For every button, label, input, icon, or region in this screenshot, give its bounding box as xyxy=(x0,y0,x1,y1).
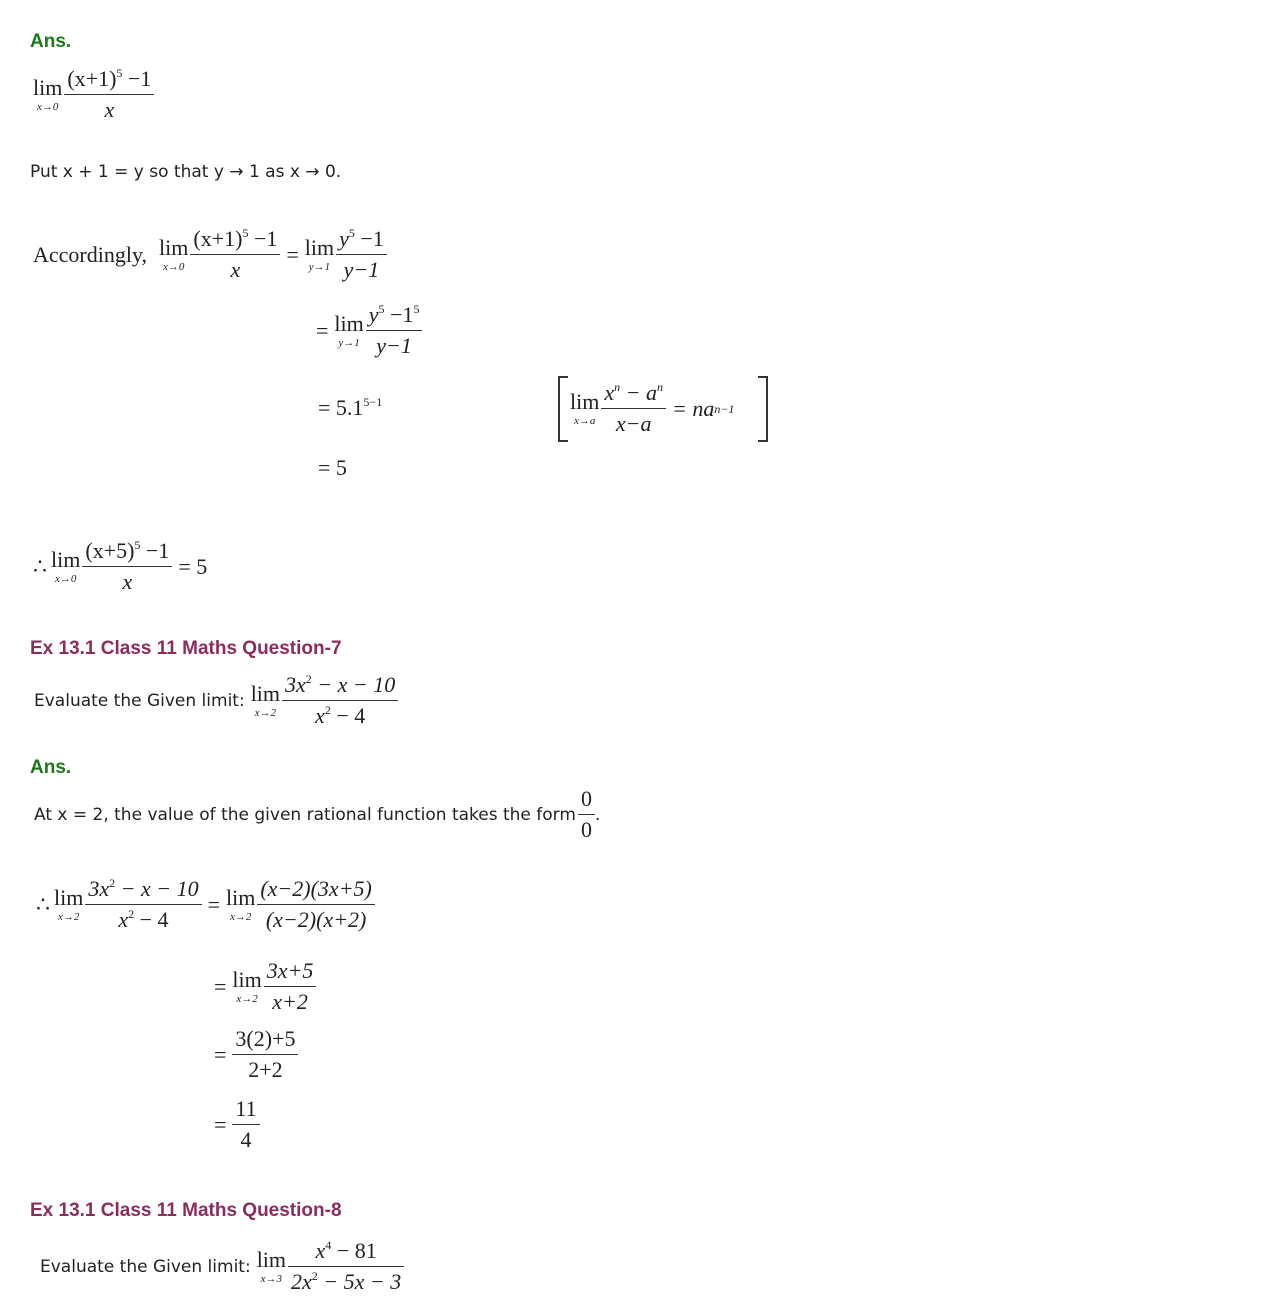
question-8-prompt: Evaluate the Given limit: lim x→3 $\frac{x^4 - 81}{2x^2 - 5x - 3}$ xyxy=(40,1238,404,1295)
lim-operator: lim x→0 xyxy=(33,74,63,113)
limit-expression-1 xyxy=(33,66,154,123)
answer-heading-2: Ans. xyxy=(30,757,72,778)
answer-heading-1: Ans. xyxy=(30,31,72,52)
question-8-heading: Ex 13.1 Class 11 Maths Question-8 xyxy=(30,1200,342,1221)
derivation-step-1: Accordingly, lim x→0 $\frac{(x+1)^5 -1}{x}$ = lim y→1 $\frac{y^5 -1}{y-1}$ xyxy=(33,226,387,283)
question-7-heading: Ex 13.1 Class 11 Maths Question-7 xyxy=(30,638,342,659)
factor-step: ∴ lim x→2 $\frac{3x^2 - x - 10}{x^2 - 4}$ = lim x→2 $\frac{(x-2)(3x+5)}{(x-2)(x+2)}$ xyxy=(36,876,375,933)
derivation-step-2: = lim y→1 $\frac{y^5 -1^5}{y-1}$ xyxy=(316,302,422,359)
question-7-prompt: Evaluate the Given limit: lim x→2 $\frac{3x^2 - x - 10}{x^2 - 4}$ xyxy=(34,672,398,729)
fraction: $\frac{(x+1)^5 -1}{x}$ xyxy=(64,66,154,123)
indeterminate-form-text: At x = 2, the value of the given rational function takes the form $\frac{0}{0}$ . xyxy=(34,786,601,842)
conclusion-1: ∴ lim x→0 $\frac{(x+5)^5 -1}{x}$ = 5 xyxy=(33,538,208,594)
derivation-step-4: = 5 xyxy=(318,455,347,480)
derivation-step-3: = $5.1^{5-1}$ xyxy=(318,395,383,420)
substitution-text: Put x + 1 = y so that y → 1 as x → 0. xyxy=(30,162,342,182)
result-step: = $\frac{11}{4}$ xyxy=(214,1096,260,1153)
substitute-step: = $\frac{3(2)+5}{2+2}$ xyxy=(214,1026,298,1083)
limit-formula: lim x→a $\frac{x^n - a^n}{x-a}$ = na n−1 xyxy=(570,380,735,436)
accordingly-label: Accordingly, xyxy=(33,241,148,267)
cancel-step: = lim x→2 $\frac{3x+5}{x+2}$ xyxy=(214,958,316,1015)
